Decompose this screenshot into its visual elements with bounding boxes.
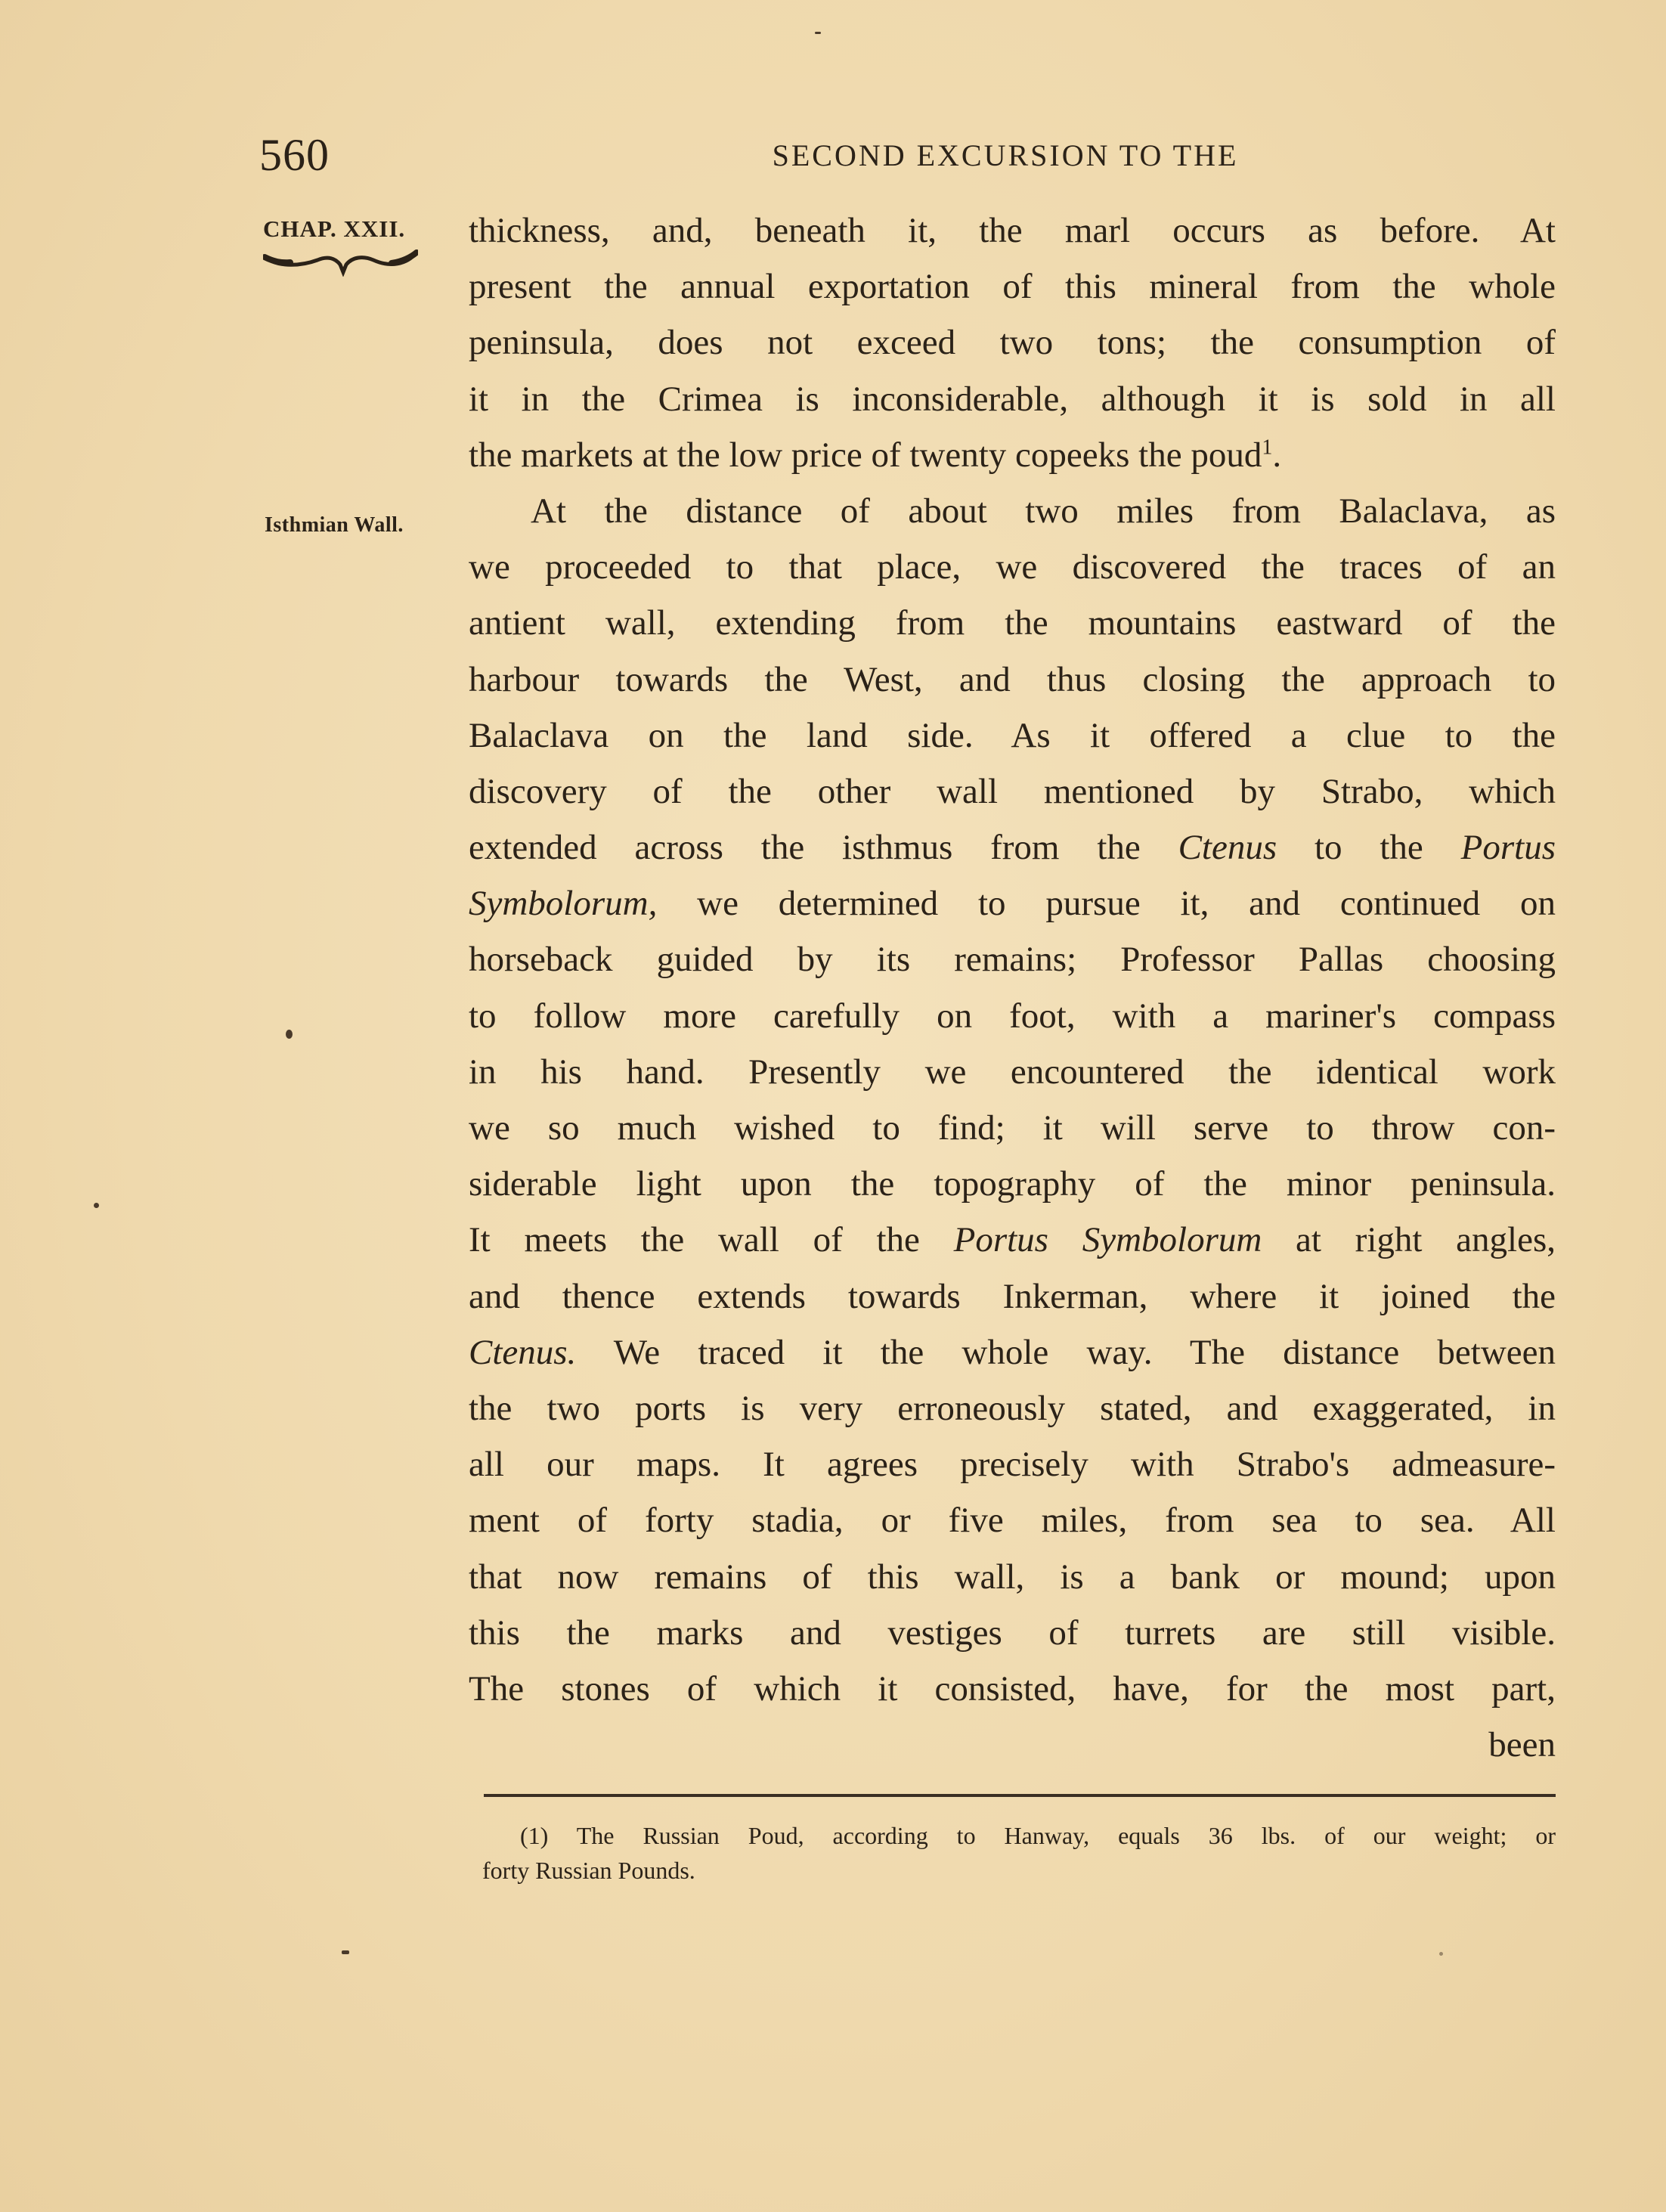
footnote-line-1: (1) The Russian Poud, according to Hanway, equals 36 lbs. of our weight; or xyxy=(520,1822,1556,1849)
text-line-12: extended across the isthmus from the Ctenus to the Portus xyxy=(469,828,1556,868)
text-line-16: in his hand. Presently we encountered the identical work xyxy=(469,1052,1556,1092)
chapter-label: CHAP. XXII. xyxy=(263,215,406,242)
text-line-15: to follow more carefully on foot, with a mariner's compass xyxy=(469,996,1556,1036)
text-line-22: the two ports is very erroneously stated, and exaggerated, in xyxy=(469,1388,1556,1428)
chapter-flourish-ornament xyxy=(263,249,418,277)
catchword: been xyxy=(1488,1725,1556,1765)
footnote-reference: 1 xyxy=(1262,435,1273,460)
footnote-line-2: forty Russian Pounds. xyxy=(482,1857,695,1884)
text-line-26: this the marks and vestiges of turrets are still visible. xyxy=(469,1613,1556,1653)
ink-speck xyxy=(286,1030,293,1039)
footnote-rule xyxy=(484,1794,1556,1797)
text-line-21: Ctenus. We traced it the whole way. The distance between xyxy=(469,1332,1556,1372)
text-line-8: antient wall, extending from the mountains eastward of the xyxy=(469,603,1556,643)
ink-speck xyxy=(1439,1952,1443,1956)
text-line-19: It meets the wall of the Portus Symbolorum at right angles, xyxy=(469,1220,1556,1260)
ink-speck xyxy=(94,1203,99,1208)
page-number: 560 xyxy=(259,130,330,180)
body-text xyxy=(469,203,1556,1773)
side-note-isthmian-wall: Isthmian Wall. xyxy=(265,513,404,537)
ink-speck xyxy=(342,1950,349,1954)
text-line-17: we so much wished to find; it will serve to throw con- xyxy=(469,1108,1556,1148)
text-line-20: and thence extends towards Inkerman, where it joined the xyxy=(469,1276,1556,1316)
text-line-6: At the distance of about two miles from Balaclava, as xyxy=(531,491,1556,531)
text-line-18: siderable light upon the topography of the minor peninsula. xyxy=(469,1164,1556,1204)
text-line-24: ment of forty stadia, or five miles, from sea to sea. All xyxy=(469,1501,1556,1541)
text-line-25: that now remains of this wall, is a bank or mound; upon xyxy=(469,1557,1556,1597)
text-line-3: peninsula, does not exceed two tons; the consumption of xyxy=(469,323,1556,363)
text-line-11: discovery of the other wall mentioned by Strabo, which xyxy=(469,771,1556,811)
text-line-9: harbour towards the West, and thus closing the approach to xyxy=(469,659,1556,699)
text-line-10: Balaclava on the land side. As it offered a clue to the xyxy=(469,715,1556,755)
ink-speck xyxy=(815,32,821,34)
text-line-4: it in the Crimea is inconsiderable, although it is sold in all xyxy=(469,379,1556,419)
text-line-5: the markets at the low price of twenty copeeks the poud$^1$. xyxy=(469,435,1282,475)
footnote xyxy=(482,1818,1556,1888)
text-line-1: thickness, and, beneath it, the marl occurs as before. At xyxy=(469,211,1556,250)
text-line-14: horseback guided by its remains; Professor Pallas choosing xyxy=(469,940,1556,980)
text-line-23: all our maps. It agrees precisely with Strabo's admeasure- xyxy=(469,1445,1556,1485)
text-line-7: we proceeded to that place, we discovered the traces of an xyxy=(469,547,1556,587)
text-line-2: present the annual exportation of this mineral from the whole xyxy=(469,267,1556,307)
text-line-13: Symbolorum, we determined to pursue it, and continued on xyxy=(469,884,1556,924)
running-head: SECOND EXCURSION TO THE xyxy=(772,138,1239,172)
text-line-27: The stones of which it consisted, have, for the most part, xyxy=(469,1668,1556,1709)
